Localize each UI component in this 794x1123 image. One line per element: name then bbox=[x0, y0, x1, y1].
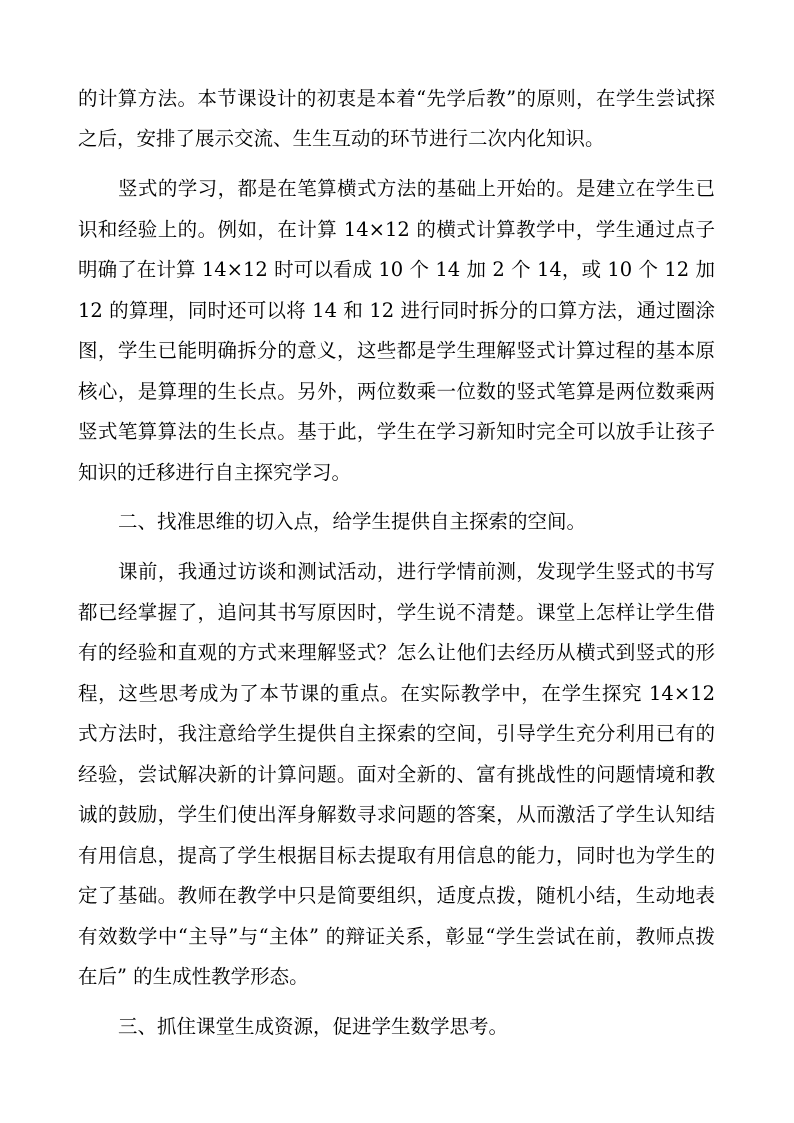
text-line: 式方法时，我注意给学生提供自主探索的空间，引导学生充分利用已有的 bbox=[78, 722, 715, 745]
text-line: 竖式笔算算法的生长点。基于此，学生在学习新知时完全可以放手让孩子 bbox=[78, 420, 715, 443]
text-line: 程，这些思考成为了本节课的重点。在实际教学中，在学生探究 14×12 bbox=[78, 682, 715, 705]
text-line: 识和经验上的。例如，在计算 14×12 的横式计算教学中，学生通过点子 bbox=[78, 218, 715, 241]
text-line: 明确了在计算 14×12 时可以看成 10 个 14 加 2 个 14，或 10 个 12 加 bbox=[78, 258, 715, 281]
text-line: 经验，尝试解决新的计算问题。面对全新的、富有挑战性的问题情境和教 bbox=[78, 763, 715, 786]
text-line: 图，学生已能明确拆分的意义，这些都是学生理解竖式计算过程的基本原 bbox=[78, 339, 715, 362]
text-line: 知识的迁移进行自主探究学习。 bbox=[78, 461, 352, 484]
text-line: 定了基础。教师在教学中只是简要组织，适度点拨，随机小结，生动地表 bbox=[78, 884, 715, 907]
text-line: 有用信息，提高了学生根据目标去提取有用信息的能力，同时也为学生的 bbox=[78, 844, 715, 867]
text-line: 有的经验和直观的方式来理解竖式？怎么让他们去经历从横式到竖式的形 bbox=[78, 641, 715, 664]
text-line: 之后，安排了展示交流、生生互动的环节进行二次内化知识。 bbox=[78, 127, 605, 150]
text-line: 的计算方法。本节课设计的初衷是本着“先学后教”的原则，在学生尝试探 bbox=[78, 87, 715, 110]
paragraph-first-line: 竖式的学习，都是在笔算横式方法的基础上开始的。是建立在学生已 bbox=[118, 177, 715, 200]
section-heading: 二、找准思维的切入点，给学生提供自主探索的空间。 bbox=[118, 510, 587, 533]
text-line: 核心，是算理的生长点。另外，两位数乘一位数的竖式笔算是两位数乘两 bbox=[78, 380, 715, 403]
text-line: 都已经掌握了，追问其书写原因时，学生说不清楚。课堂上怎样让学生借 bbox=[78, 601, 715, 624]
text-line: 在后” 的生成性教学形态。 bbox=[78, 965, 309, 988]
text-line: 诚的鼓励，学生们使出浑身解数寻求问题的答案，从而激活了学生认知结 bbox=[78, 803, 715, 826]
paragraph-first-line: 课前，我通过访谈和测试活动，进行学情前测，发现学生竖式的书写 bbox=[118, 560, 715, 583]
section-heading: 三、抓住课堂生成资源，促进学生数学思考。 bbox=[118, 1015, 509, 1038]
text-line: 12 的算理，同时还可以将 14 和 12 进行同时拆分的口算方法，通过圈涂 bbox=[78, 299, 715, 322]
text-line: 有效数学中“主导”与“主体” 的辩证关系，彰显“学生尝试在前，教师点拨 bbox=[78, 925, 715, 948]
